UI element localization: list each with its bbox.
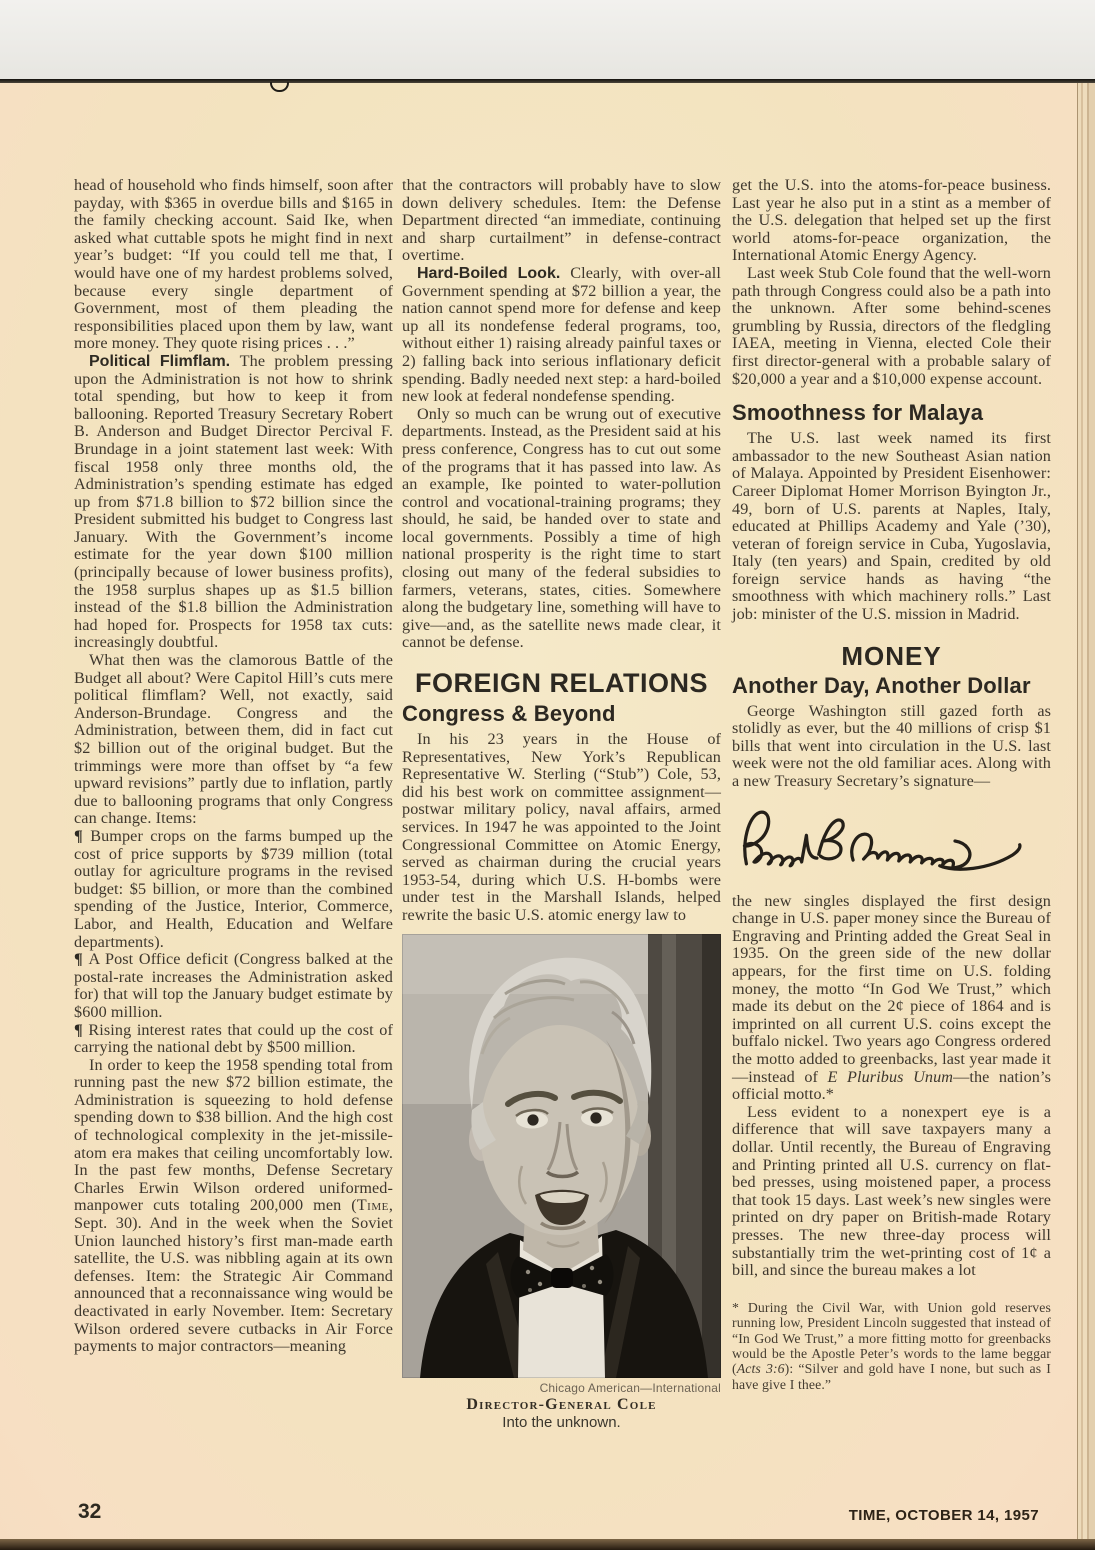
plain-text-block: that the contractors will probably have to slow down delivery schedules. Item: the Defense Department directed “an immediate, continuing and sharp curtailment” in defense-contract overtime. bbox=[402, 176, 721, 265]
portrait-photo bbox=[402, 934, 721, 1432]
indent-text-block: Less evident to a nonexpert eye is a difference that will save taxpayers many a dollar. Until recently, the Bureau of Engraving and Printing printed all U.S. currency on flat-bed presses, using moistened paper, a process that took 15 days. Last week’s new singles were printed on dry paper on British-made Rotary presses. The new three-day process will substantially trim the wet-printing cost of 1¢ a bill, and since the bureau makes a lot bbox=[732, 1102, 1051, 1280]
footnote-text-block: * During the Civil War, with Union gold reserves running low, President Lincoln suggested that instead of “In God We Trust,” a more fitting motto for greenbacks would be the Apostle Peter’s words to the lame beggar (Acts 3:6): “Silver and gold have I none, but such as I have give I thee.” bbox=[732, 1299, 1051, 1392]
column-2 bbox=[402, 177, 721, 1432]
section-text-block: FOREIGN RELATIONS bbox=[414, 668, 708, 699]
indent-text-block: Only so much can be wrung out of executive departments. Instead, as the President said at his press conference, Congress has to cut out some of the programs that it has passed into law. As an example, Ike pointed to water-pollution control and vocational-training programs; they should, he said, be handed over to state and local governments. Possibly a time of high national prosperity is the right time to start closing out many of the federal subsidies to farmers, veterans, states, cities. Somewhere along the budgetary line, something will have to give—and, as the satellite news made clear, it cannot be defense. bbox=[402, 404, 721, 652]
page-top-edge bbox=[0, 79, 1095, 83]
indent-text-block: Political Flimflam. The problem pressing upon the Administration is not how to shrink total spending, but how to keep it from ballooning. Reported Treasury Secretary Robert B. Anderson and Budget Director Percival F. Brundage in a joint statement last week: With fiscal 1958 only three months old, the Administration’s spending estimate has edged up from $71.8 billion to $72 billion since the President submitted his budget to Congress last January. With the Government’s income estimate for the year down $100 million (principally because of lower business profits), the 1958 surplus shapes up as $1.5 billion instead of the $1.8 billion the Administration had hoped for. Prospects for 1958 tax cuts: increasingly doubtful. bbox=[74, 351, 393, 652]
item-text-block: ¶ Rising interest rates that could up the cost of carrying the national debt by $500 million. bbox=[74, 1020, 393, 1057]
plain-text-block: get the U.S. into the atoms-for-peace business. Last year he also put in a stint as a member of the U.S. delegation that helped set up the first world atoms-for-peace organization, the International Atomic Energy Agency. bbox=[732, 176, 1051, 265]
photo-credit: Chicago American—International bbox=[539, 1380, 721, 1395]
item-text-block: ¶ Bumper crops on the farms bumped up the cost of price supports by $739 million (total outlay for agriculture programs in the revised budget: $5 billion, or more than the combined spending of the Justice, Interior, Commerce, Labor, and Health, Education and Welfare departments). bbox=[74, 826, 393, 951]
indent-text-block: Last week Stub Cole found that the well-worn path through Congress could also be a path into the unknown. After some behind-scenes grumbling by Russia, directors of the fledgling IAEA, meeting in Vienna, elected Cole their first director-general with a probable salary of $20,000 a year and a $10,000 expense account. bbox=[732, 263, 1051, 388]
page-number: 32 bbox=[78, 1500, 102, 1523]
indent-text-block: In order to keep the 1958 spending total from running past the new $72 billion estimate, the Administration is squeezing to hold defense spending down to $38 billion. And the high cost of technological complexity in the jet-missile-atom era makes that ceiling uncomfortably low. In the past few months, Defense Secretary Charles Erwin Wilson ordered uniformed-manpower cuts totaling 200,000 men (Time, Sept. 30). And in the week when the Soviet Union launched history’s first man-made earth satellite, the U.S. was nibbling again at its own defenses. Item: the Strategic Air Command announced that a reconnaissance wing would be deactivated in early November. Item: Secretary Wilson ordered severe cutbacks in Air Force payments to major contractors—meaning bbox=[74, 1055, 393, 1356]
column-2-text bbox=[402, 177, 721, 925]
sub-text-block: Congress & Beyond bbox=[402, 701, 616, 727]
photo-caption-line: Into the unknown. bbox=[502, 1413, 621, 1431]
anderson-signature bbox=[732, 801, 1051, 881]
cole-portrait-image bbox=[402, 934, 721, 1378]
column-3-text-upper bbox=[732, 177, 1051, 791]
indent-text-block: In his 23 years in the House of Representatives, New York’s Republican Representative W. Sterling (“Stub”) Cole, 53, did his best work on committee assignment—postwar military policy, naval affairs, armed services. In 1947 he was appointed to the Joint Congressional Committee on Atomic Energy, served as chairman during the crucial years 1953-54, during which U.S. H-bombs were under test in the Marshall Islands, helped rewrite the basic U.S. atomic energy law to bbox=[402, 730, 721, 924]
plain-text-block: the new singles displayed the first design change in U.S. paper money since the Bureau of Engraving and Printing added the Great Seal in 1935. On the green side of the new dollar appears, for the first time on U.S. folding money, the motto “In God We Trust,” which made its debut on the 2¢ piece of 1864 and is imprinted on all current U.S. coins except the buffalo nickel. Two years ago Congress ordered the motto added to greenbacks, last year made it—instead of E Pluribus Unum—the nation’s official motto.* bbox=[732, 891, 1051, 1104]
plain-text-block: head of household who finds himself, soon after payday, with $365 in overdue bills and $165 in the family checking account. Said Ike, when asked what cuttable spots he might find in next year’s budget: “If you could tell me that, I would have one of my hardest problems solved, because every single department of Government, most of them pleading the responsibilities placed upon them by law, want more money. They quote rising prices . . .” bbox=[74, 176, 393, 353]
indent-text-block: The U.S. last week named its first ambassador to the new Southeast Asian nation of Malaya. Appointed by President Eisenhower: Career Diplomat Homer Morrison Byington Jr., 49, born of U.S. parents at Naples, Italy, educated at Phillips Academy and Yale (’30), veteran of foreign service in Cuba, Yugoslavia, Italy (ten years) and Spain, credited by old foreign service hands as having “the smoothness with which machinery rolls.” Last job: minister of the U.S. mission in Madrid. bbox=[732, 429, 1051, 624]
pen-mark bbox=[270, 82, 289, 92]
indent-text-block: Hard-Boiled Look. Clearly, with over-all Government spending at $72 billion a year, the nation cannot spend more for defense and keep up all its nondefense federal programs, too, without either 1) raising already painful taxes or 2) falling back into serious inflationary deficit spending. Badly needed next step: a hard-boiled new look at federal nondefense spending. bbox=[402, 263, 721, 406]
sub-text-block: Smoothness for Malaya bbox=[732, 400, 984, 426]
signature-image bbox=[732, 801, 1037, 881]
indent-text-block: George Washington still gazed forth as stolidly as ever, but the 40 millions of crisp $1 bills that went into circulation in the U.S. last week were not the old familiar aces. Along with a new Treasury Secretary’s signature— bbox=[732, 701, 1051, 791]
sub-text-block: Another Day, Another Dollar bbox=[732, 672, 1031, 698]
photo-caption-name: Director-General Cole bbox=[466, 1395, 657, 1413]
column-1 bbox=[74, 177, 393, 1356]
magazine-footer: TIME, OCTOBER 14, 1957 bbox=[848, 1507, 1039, 1524]
column-3 bbox=[732, 177, 1051, 1392]
item-text-block: ¶ A Post Office deficit (Congress balked at the postal-rate increases the Administration asked for) that will top the January budget estimate by $600 million. bbox=[74, 950, 393, 1021]
scanner-top-margin bbox=[0, 0, 1095, 79]
page-right-edge bbox=[1077, 83, 1095, 1550]
indent-text-block: What then was the clamorous Battle of the Budget all about? Were Capitol Hill’s cuts mere political flimflam? Well, not exactly, said Anderson-Brundage. Congress and the Administration, between them, did in fact cut $2 billion out of the original budget. But the trimmings were more than offset by “a few upward revisions” partly due to inflation, partly due to ballooning programs that only Congress can change. Items: bbox=[74, 651, 393, 828]
page-bottom-edge bbox=[0, 1539, 1095, 1550]
column-3-text-lower bbox=[732, 893, 1051, 1393]
money-text-block: MONEY bbox=[841, 640, 942, 671]
